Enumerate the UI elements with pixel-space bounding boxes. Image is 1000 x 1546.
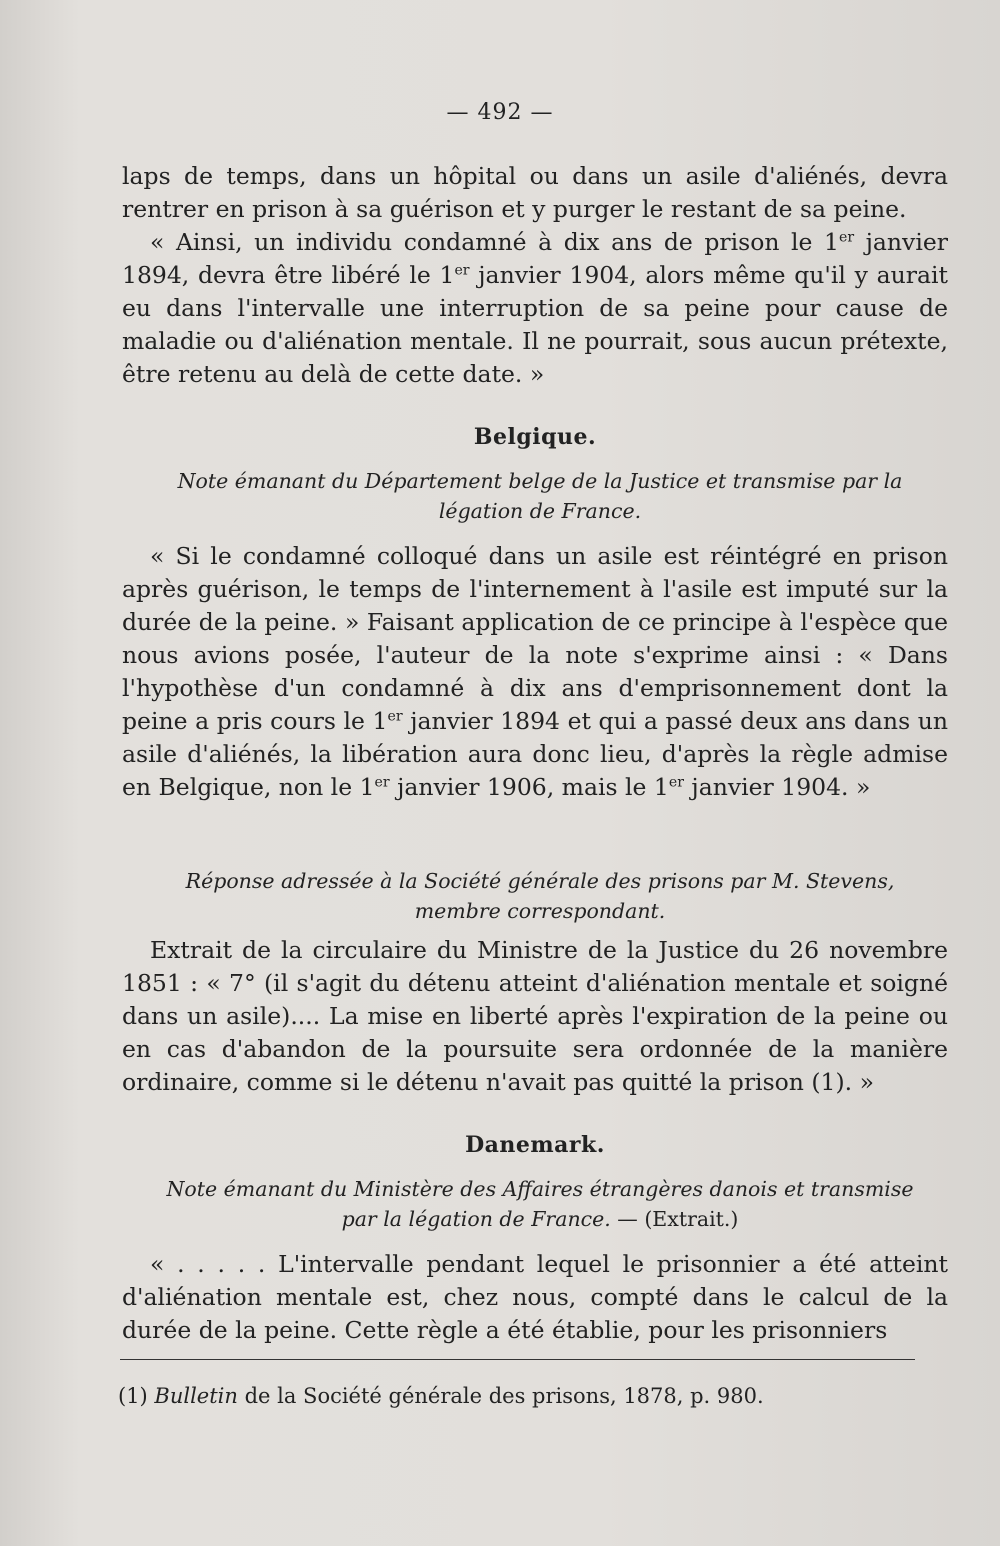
text-run: « Si le condamné colloqué dans un asile est réintégré en prison après guérison, le temps de l'internement à l'asile est imputé sur la durée de la peine. » Faisant application de ce principe à l'espèce que nous avions posée, l'auteur de la note s'exprime ainsi : « Dans l'hypothèse d'un condamné à dix ans d'emprisonnement dont la peine a pris cours le 1: [122, 542, 948, 735]
text-run: janvier 1906, mais le 1: [389, 773, 669, 801]
text-run: janvier 1894, devra être libéré le 1: [122, 228, 948, 289]
footnote-marker: (1): [118, 1384, 155, 1408]
heading-danemark: Danemark.: [465, 1132, 605, 1158]
paragraph-belgique: [122, 540, 948, 804]
superscript: er: [838, 229, 855, 246]
note-danemark-italic: Note émanant du Ministère des Affaires étrangères danois et transmise par la légation de France.: [166, 1177, 914, 1231]
note-belgique: Note émanant du Département belge de la Justice et transmise par la légation de France.: [177, 469, 903, 523]
note-danemark: [150, 1174, 930, 1234]
paragraph-intro-text: laps de temps, dans un hôpital ou dans un asile d'aliénés, devra rentrer en prison à sa guérison et y purger le restant de sa peine.: [122, 162, 948, 223]
page-number: — 492 —: [446, 100, 554, 125]
paragraph-circulaire: [122, 934, 948, 1099]
paragraph-danemark: [122, 1248, 948, 1347]
paragraph-intro: [122, 160, 948, 226]
text-run: janvier 1904, alors même qu'il y aurait eu dans l'intervalle une interruption de sa peine pour cause de maladie ou d'aliénation mentale. Il ne pourrait, sous aucun prétexte, être retenu au delà de cette date. »: [122, 261, 949, 388]
footnote-title: Bulletin: [154, 1384, 238, 1408]
footnote-rest: de la Société générale des prisons, 1878, p. 980.: [237, 1384, 764, 1408]
text-run: janvier 1904. »: [683, 773, 871, 801]
footnote-rule: [120, 1359, 915, 1360]
paragraph-circulaire-text: Extrait de la circulaire du Ministre de la Justice du 26 novembre 1851 : « 7° (il s'agit du détenu atteint d'aliénation mentale et soigné dans un asile).... La mise en liberté après l'expiration de la peine ou en cas d'abandon de la poursuite sera ordonnée de la manière ordinaire, comme si le détenu n'avait pas quitté la prison (1). »: [122, 936, 948, 1096]
superscript: er: [668, 774, 684, 791]
text-run: « Ainsi, un individu condamné à dix ans de prison le 1: [150, 228, 839, 256]
superscript: er: [454, 262, 470, 279]
paragraph-example: [122, 226, 948, 391]
superscript: er: [387, 708, 403, 725]
text-run: janvier 1894 et qui a passé deux ans dans un asile d'aliénés, la libération aura donc lieu, d'après la règle admise en Belgique, non le 1: [122, 707, 948, 801]
superscript: er: [374, 774, 390, 791]
heading-belgique: Belgique.: [473, 424, 597, 450]
note-stevens: Réponse adressée à la Société générale des prisons par M. Stevens, membre correspondant.: [185, 869, 895, 923]
footnote: [118, 1382, 918, 1410]
paragraph-danemark-text: « . . . . . L'intervalle pendant lequel le prisonnier a été atteint d'aliénation mentale est, chez nous, compté dans le calcul de la durée de la peine. Cette règle a été établie, pour les prisonniers: [122, 1250, 948, 1344]
note-danemark-extrait: — (Extrait.): [610, 1207, 739, 1231]
